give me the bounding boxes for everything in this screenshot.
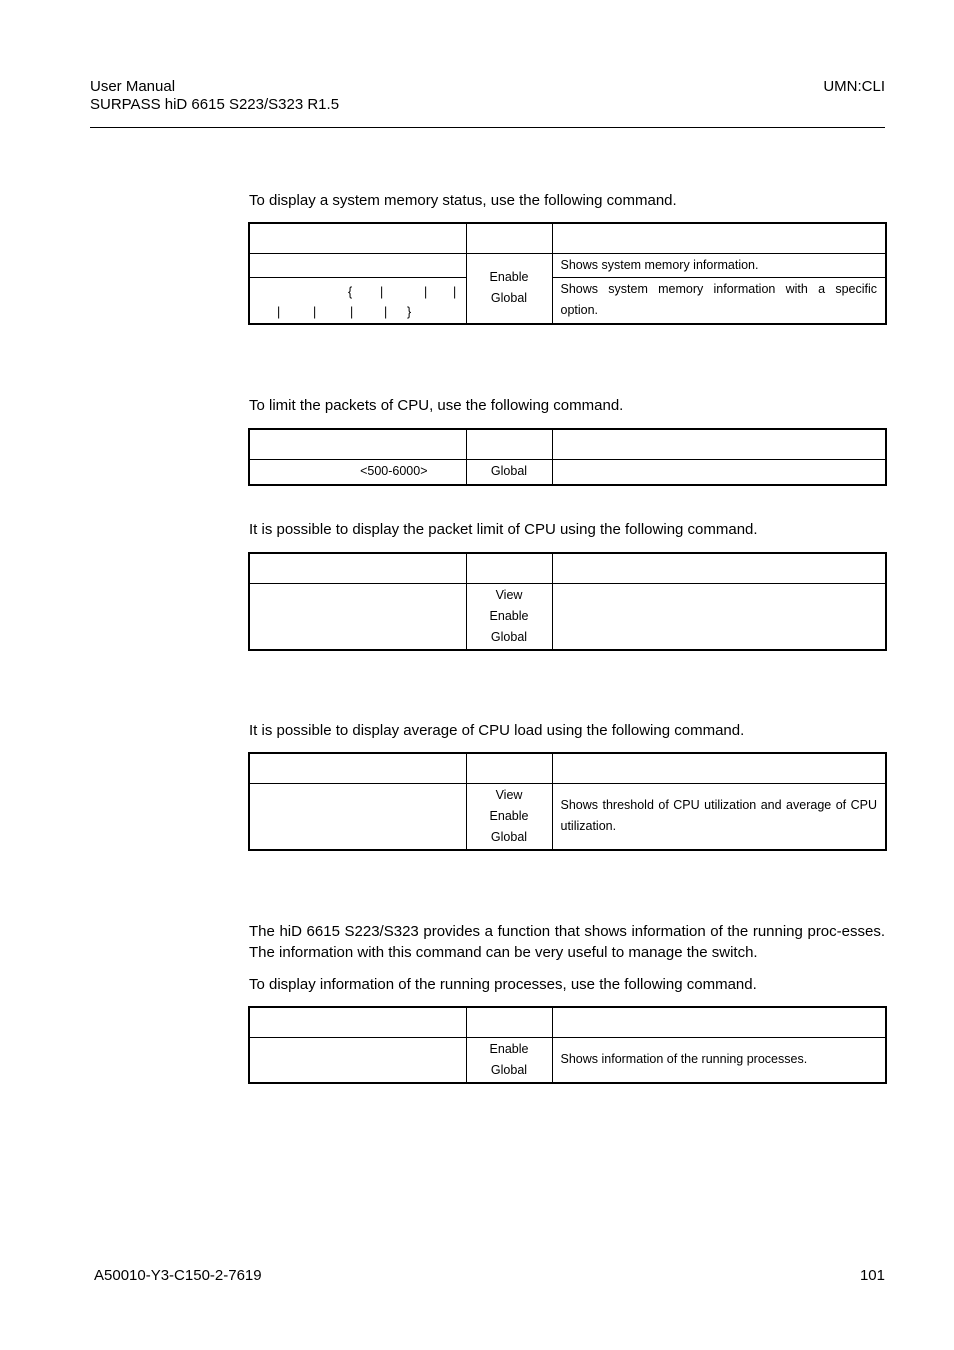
table-header-row [249,1007,886,1038]
footer-page-number: 101 [859,1267,885,1284]
description-cell: Shows system memory information. [552,254,886,278]
syntax-glyph: | [313,305,317,319]
syntax-glyph: | [380,285,384,299]
table-row [249,254,886,278]
command-argument: <500-6000> [249,460,466,485]
syntax-glyph: | [384,305,388,319]
table-header-row [249,553,886,584]
syntax-glyph: | [424,285,428,299]
mode-label: View [495,587,523,602]
mode-cell [466,584,552,650]
description-cell: Shows system memory information with a specific option. [552,278,886,324]
cpu-limit-show-command-table [248,552,887,651]
footer-doc-number: A50010-Y3-C150-2-7619 [94,1267,262,1284]
syntax-glyph: | [453,285,457,299]
mode-label: Enable [489,1041,529,1056]
command-cell [249,584,466,650]
syntax-glyph: { [348,285,353,299]
table-row [249,584,886,650]
description-cell: Shows information of the running processes. [552,1038,886,1083]
syntax-glyph: | [277,305,281,319]
mode-label: Global [490,1062,528,1077]
table-row [249,784,886,850]
table-row [249,1038,886,1083]
command-cell [249,254,466,278]
table-row [249,460,886,485]
command-cell [249,784,466,850]
cpu-load-command-table [248,752,887,851]
cpu-load-intro: It is possible to display average of CPU load using the following command. [249,722,745,739]
cpu-limit-command-table [248,428,887,486]
header-doc-type: User Manual [90,78,176,95]
mode-label: Enable [489,270,529,285]
description-cell [552,460,886,485]
syntax-glyph: } [407,305,412,319]
syntax-glyph: | [350,305,354,319]
mode-cell: Global [466,460,552,485]
table-header-row [249,753,886,784]
process-intro-paragraph: The hiD 6615 S223/S323 provides a function that shows information of the running proc-esses. The information with this command can be very useful to manage the switch. [249,923,885,961]
command-cell [249,1038,466,1083]
table-header-row [249,429,886,460]
memory-intro: To display a system memory status, use the following command. [249,192,677,209]
memory-command-table [248,222,887,325]
mode-label: Enable [489,608,529,623]
mode-label: Enable [489,808,529,823]
cpu-limit-show-intro: It is possible to display the packet limit of CPU using the following command. [249,521,758,538]
mode-label: Global [490,629,528,644]
process-command-table [248,1006,887,1084]
mode-cell [466,1038,552,1083]
mode-label: Global [490,291,528,306]
command-cell [249,278,466,324]
table-row [249,278,886,324]
header-section: UMN:CLI [823,78,885,95]
mode-label: Global [490,829,528,844]
mode-cell [466,254,552,324]
process-intro-command: To display information of the running processes, use the following command. [249,976,757,993]
description-cell: Shows threshold of CPU utilization and average of CPU utilization. [552,784,886,850]
header-rule [90,127,885,128]
description-cell [552,584,886,650]
mode-cell [466,784,552,850]
mode-label: View [495,787,523,802]
cpu-limit-intro: To limit the packets of CPU, use the following command. [249,397,624,414]
table-header-row [249,223,886,254]
header-product: SURPASS hiD 6615 S223/S323 R1.5 [90,96,340,113]
